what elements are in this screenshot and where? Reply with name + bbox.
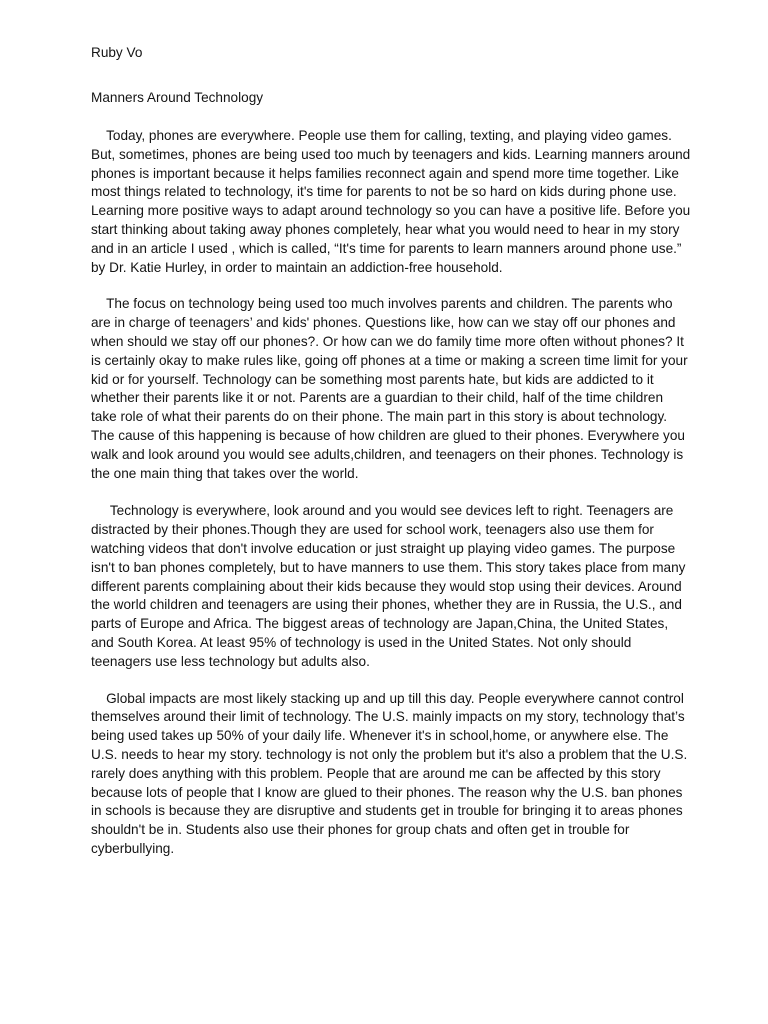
document-body <box>91 44 695 859</box>
paragraph-4: Global impacts are most likely stacking up and up till this day. People everywhere cannot control themselves around their limit of technology. The U.S. mainly impacts on my story, technology that’s being used takes up 50% of your daily life. Whenever it's in school,home, or anywhere else. The U.S. needs to hear my story. technology is not only the problem but it's also a problem that the U.S. rarely does anything with this problem. People that are around me can be affected by this story because lots of people that I know are glued to their phones. The reason why the U.S. ban phones in schools is because they are disruptive and students get in trouble for bringing it to areas phones shouldn't be in. Students also use their phones for group chats and often get in trouble for cyberbullying. <box>91 690 692 856</box>
document-title: Manners Around Technology <box>91 90 264 105</box>
paragraph-1: Today, phones are everywhere. People use them for calling, texting, and playing video games. But, sometimes, phones are being used too much by teenagers and kids. Learning manners around phones is important because it helps families reconnect again and spend more time together. Like most things related to technology, it's time for parents to not be so hard on kids during phone use. Learning more positive ways to adapt around technology so you can have a positive life. Before you start thinking about taking away phones completely, hear what you would need to hear in my story and in an article I used , which is called, “It's time for parents to learn manners around phone use.” by Dr. Katie Hurley, in order to maintain an addiction-free household. <box>91 128 695 275</box>
author-name: Ruby Vo <box>91 45 143 60</box>
paragraph-3: Technology is everywhere, look around and you would see devices left to right. Teenagers are distracted by their phones.Though they are used for school work, teenagers also use them for watching videos that don't involve education or just straight up playing video games. The purpose isn't to ban phones completely, but to have manners to use them. This story takes place from many different parents complaining about their kids because they would stop using their devices. Around the world children and teenagers are using their phones, whether they are in Russia, the U.S., and parts of Europe and Africa. The biggest areas of technology are Japan,China, the United States, and South Korea. At least 95% of technology is used in the United States. Not only should teenagers use less technology but adults also. <box>91 503 690 669</box>
paragraph-2: The focus on technology being used too much involves parents and children. The parents who are in charge of teenagers’ and kids' phones. Questions like, how can we stay off our phones and when should we stay off our phones?. Or how can we do family time more often without phones? It is certainly okay to make rules like, going off phones at a time or making a screen time limit for your kid or for yourself. Technology can be something most parents hate, but kids are addicted to it whether their parents like it or not. Parents are a guardian to their child, half of the time children take role of what their parents do on their phone. The main part in this story is about technology. The cause of this happening is because of how children are glued to their phones. Everywhere you walk and look around you would see adults,children, and teenagers on their phones. Technology is the one main thing that takes over the world. <box>91 296 692 481</box>
